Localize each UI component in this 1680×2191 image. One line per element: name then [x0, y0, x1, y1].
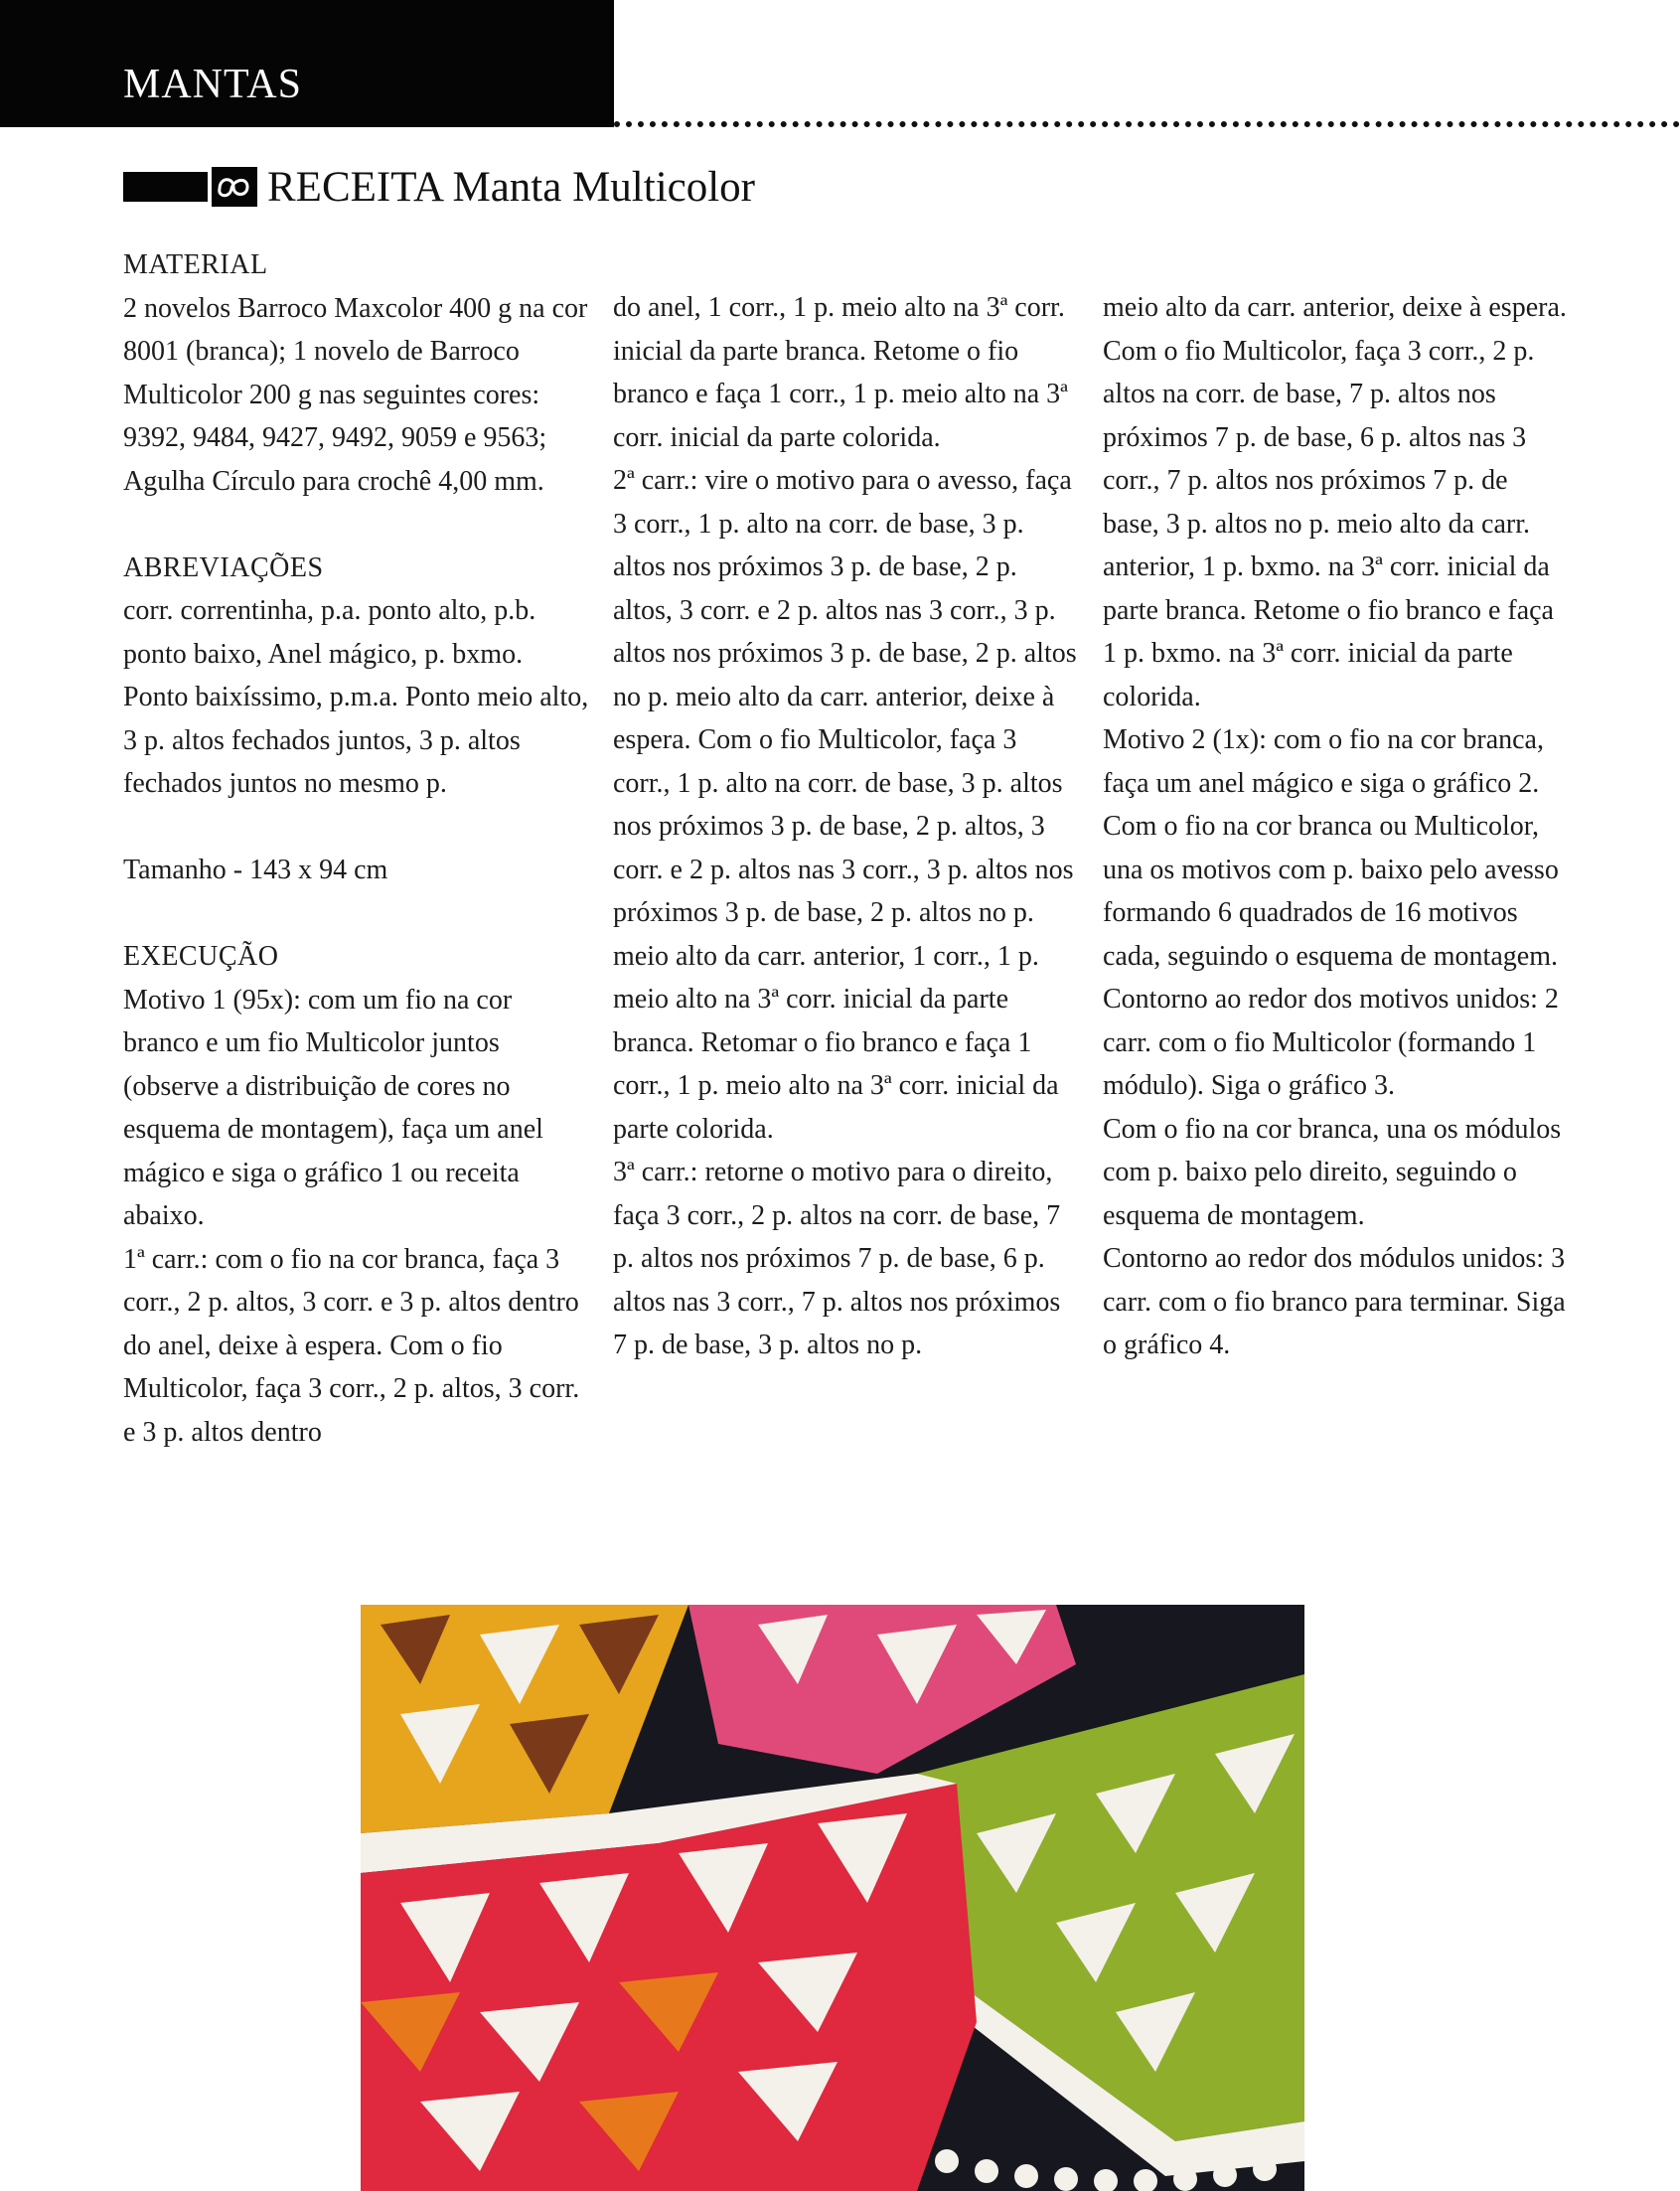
section-label: MANTAS: [123, 62, 302, 107]
ornament-icon: [212, 167, 257, 207]
execution-text: Motivo 1 (95x): com um fio na cor branco e um fio Multicolor juntos (observe a distribuição de cores no esquema de montagem), faça um anel mágico e siga o gráfico 1 ou receita abaixo.: [123, 984, 543, 1231]
row-1-instructions: 1ª carr.: com o fio na cor branca, faça 3 corr., 2 p. altos, 3 corr. e 3 p. altos dentro do anel, deixe à espera. Com o fio Multicolor, faça 3 corr., 2 p. altos, 3 corr. e 3 p. altos dentro: [123, 1243, 580, 1448]
text-column-2: [613, 286, 1080, 1367]
recipe-title-row: [123, 161, 755, 213]
joining-instructions: Com o fio na cor branca ou Multicolor, una os motivos com p. baixo pelo avesso formando 6 quadrados de 16 motivos cada, seguindo o esquema de montagem.: [1103, 811, 1559, 972]
abbreviations-text: corr. correntinha, p.a. ponto alto, p.b. ponto baixo, Anel mágico, p. bxmo. Ponto baixíssimo, p.m.a. Ponto meio alto, 3 p. altos fechados juntos, 3 p. altos fechados juntos no mesmo p.: [123, 595, 589, 799]
final-border-instructions: Contorno ao redor dos módulos unidos: 3 carr. com o fio branco para terminar. Siga o gráfico 4.: [1103, 1243, 1566, 1360]
material-heading: MATERIAL: [123, 249, 268, 280]
abbreviations-heading: ABREVIAÇÕES: [123, 551, 324, 583]
dotted-rule: [614, 121, 1680, 127]
text-column-1: [123, 243, 590, 1454]
execution-heading: EXECUÇÃO: [123, 941, 279, 972]
paragraph: meio alto da carr. anterior, deixe à espera. Com o fio Multicolor, faça 3 corr., 2 p. altos na corr. de base, 7 p. altos nos próximos 7 p. de base, 6 p. altos nas 3 corr., 7 p. altos nos próximos 7 p. de base, 3 p. altos no p. meio alto da carr. anterior, 1 p. bxmo. na 3ª corr. inicial da parte branca. Retome o fio branco e faça 1 p. bxmo. na 3ª corr. inicial da parte colorida.: [1103, 292, 1567, 712]
material-text: 2 novelos Barroco Maxcolor 400 g na cor 8001 (branca); 1 novelo de Barroco Multicolor 200 g nas seguintes cores: 9392, 9484, 9427, 9492, 9059 e 9563; Agulha Círculo para crochê 4,00 mm.: [123, 292, 588, 497]
spacer: [123, 503, 590, 547]
spacer: [123, 806, 590, 850]
spacer: [123, 892, 590, 936]
title-bar-decoration: [123, 172, 208, 202]
row-3-instructions: 3ª carr.: retorne o motivo para o direito, faça 3 corr., 2 p. altos na corr. de base, 7 p. altos nos próximos 7 p. de base, 6 p. altos nas 3 corr., 7 p. altos nos próximos 7 p. de base, 3 p. altos no p.: [613, 1157, 1061, 1360]
recipe-title: RECEITA Manta Multicolor: [267, 163, 755, 211]
paragraph: do anel, 1 corr., 1 p. meio alto na 3ª corr. inicial da parte branca. Retome o fio branco e faça 1 corr., 1 p. meio alto na 3ª corr. inicial da parte colorida.: [613, 292, 1068, 453]
header-band: [0, 0, 614, 127]
row-2-instructions: 2ª carr.: vire o motivo para o avesso, faça 3 corr., 1 p. alto na corr. de base, 3 p. altos nos próximos 3 p. de base, 2 p. altos, 3 corr. e 2 p. altos nas 3 corr., 3 p. altos nos próximos 3 p. de base, 2 p. altos no p. meio alto da carr. anterior, deixe à espera. Com o fio Multicolor, faça 3 corr., 1 p. alto na corr. de base, 3 p. altos nos próximos 3 p. de base, 2 p. altos, 3 corr. e 2 p. altos nas 3 corr., 3 p. altos nos próximos 3 p. de base, 2 p. altos no p. meio alto da carr. anterior, 1 corr., 1 p. meio alto na 3ª corr. inicial da parte branca. Retomar o fio branco e faça 1 corr., 1 p. meio alto na 3ª corr. inicial da parte colorida.: [613, 465, 1077, 1145]
module-joining-instructions: Com o fio na cor branca, una os módulos com p. baixo pelo direito, seguindo o esquema de montagem.: [1103, 1113, 1562, 1231]
size-text: Tamanho - 143 x 94 cm: [123, 855, 388, 885]
motif-border-instructions: Contorno ao redor dos motivos unidos: 2 carr. com o fio Multicolor (formando 1 módulo). Siga o gráfico 3.: [1103, 984, 1559, 1101]
motif-2-instructions: Motivo 2 (1x): com o fio na cor branca, faça um anel mágico e siga o gráfico 2.: [1103, 724, 1544, 799]
blanket-illustration: [361, 1605, 1304, 2191]
text-column-3: [1103, 286, 1570, 1367]
crochet-blanket-photo: [361, 1605, 1304, 2191]
